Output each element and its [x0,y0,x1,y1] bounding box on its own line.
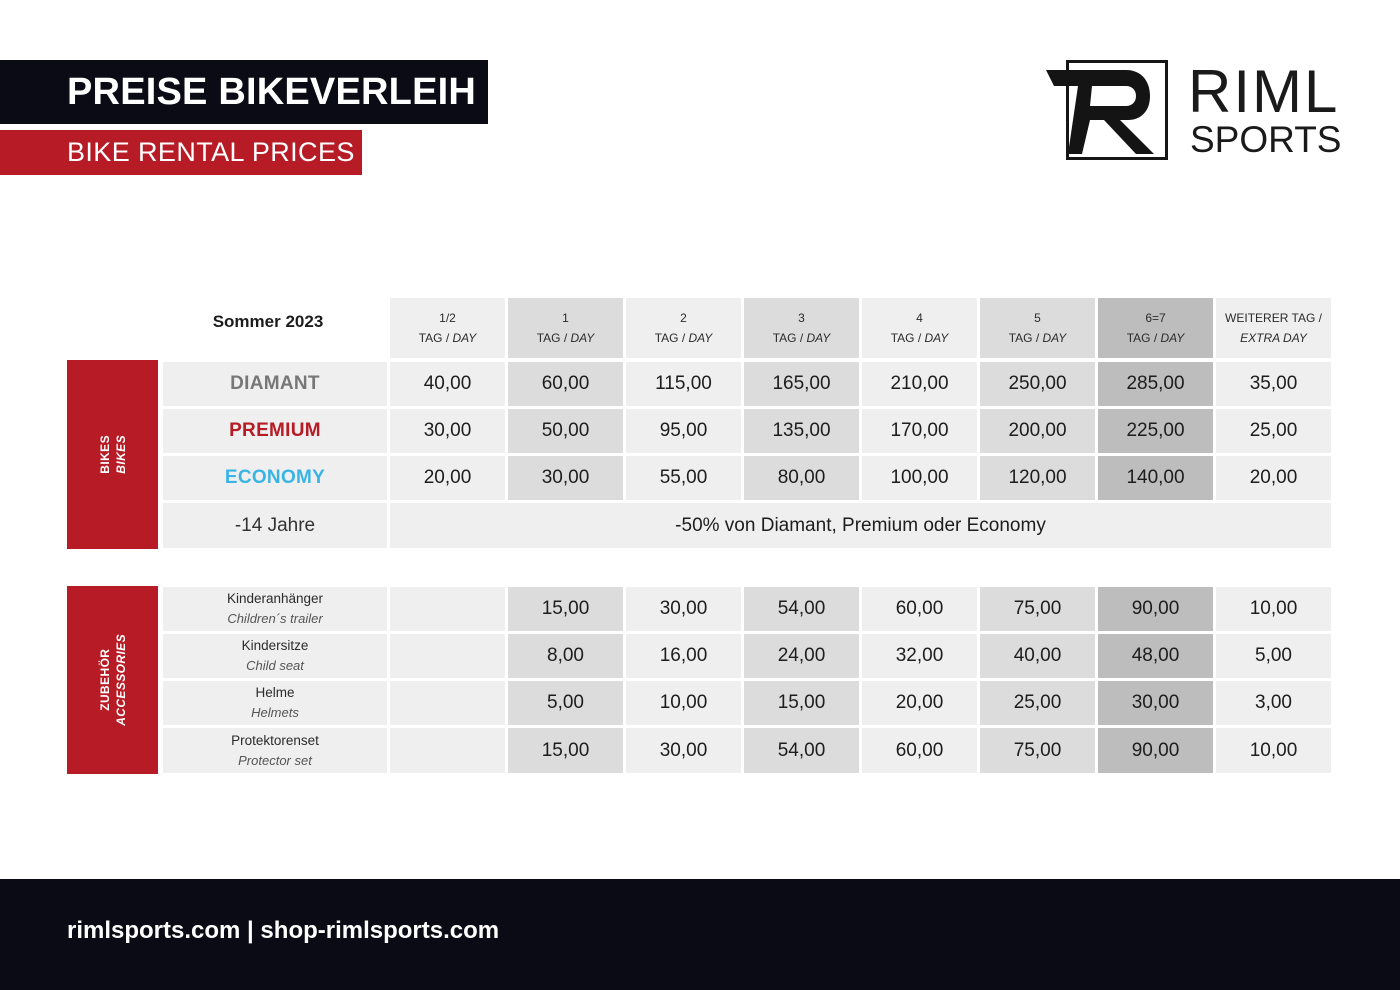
accessory-name-de: Kinderanhänger [226,591,324,606]
col-header-5-days [980,298,1095,358]
price-premium-3-days: 135,00 [744,409,859,453]
price-helmets-extra-day: 3,00 [1216,681,1331,725]
unit-en: DAY [688,331,713,345]
price-premium-half-day: 30,00 [390,409,505,453]
bike-name-cell [163,456,387,500]
price-helmets-5-days: 25,00 [980,681,1095,725]
col-header-unit [537,328,595,348]
bike-name-economy: ECONOMY [224,467,326,488]
price-economy-6-7-days: 140,00 [1098,456,1213,500]
unit-en: DAY [570,331,595,345]
unit-de: TAG / [1008,331,1040,345]
price-trailer-5-days: 75,00 [980,587,1095,631]
col-header-unit [419,328,477,348]
price-diamant-5-days: 250,00 [980,362,1095,406]
price-child-seat-1-day: 8,00 [508,634,623,678]
accessory-name-en: Children´s trailer [227,611,323,626]
bikes-section-label [67,360,158,549]
price-protector-5-days: 75,00 [980,728,1095,773]
price-economy-half-day: 20,00 [390,456,505,500]
price-premium-6-7-days: 225,00 [1098,409,1213,453]
logo-wordmark: RIML [1188,58,1340,125]
bikes-label-en: BIKES [113,435,128,474]
unit-en: DAY [806,331,831,345]
price-protector-2-days: 30,00 [626,728,741,773]
col-header-days: 4 [916,311,923,325]
accessory-name-de: Protektorenset [231,732,319,748]
price-diamant-6-7-days: 285,00 [1098,362,1213,406]
col-header-unit [1127,328,1185,348]
accessory-name-en: Child seat [246,658,304,673]
riml-r-logo-icon [1044,58,1170,164]
price-child-seat-5-days: 40,00 [980,634,1095,678]
accessories-section-label [67,586,158,774]
price-premium-2-days: 95,00 [626,409,741,453]
price-table-header [163,298,1331,358]
col-header-days: 1/2 [439,311,456,325]
price-child-seat-4-days: 32,00 [862,634,977,678]
season-label: Sommer 2023 [212,312,324,331]
subtitle-bar [0,130,362,175]
page-subtitle: BIKE RENTAL PRICES [67,137,355,167]
accessory-name-cell [163,587,387,631]
title-bar [0,60,488,124]
col-header-2-days [626,298,741,358]
logo-tagline: SPORTS [1190,119,1342,160]
accessories-label-en: ACCESSORIES [113,634,128,726]
unit-en: DAY [452,331,477,345]
unit-en: DAY [1160,331,1185,345]
accessory-name-de: Helme [255,685,295,700]
price-empty-cell [390,681,505,725]
col-header-half-day [390,298,505,358]
col-header-unit [1240,328,1307,348]
price-child-seat-3-days: 24,00 [744,634,859,678]
price-protector-4-days: 60,00 [862,728,977,773]
price-diamant-2-days: 115,00 [626,362,741,406]
price-economy-5-days: 120,00 [980,456,1095,500]
col-header-days: 3 [798,311,805,325]
col-header-unit [1009,328,1067,348]
accessories-label-de: ZUBEHÖR [97,648,112,712]
price-helmets-2-days: 10,00 [626,681,741,725]
price-diamant-1-day: 60,00 [508,362,623,406]
bike-name-diamant: DIAMANT [230,373,320,394]
bike-name-cell [163,409,387,453]
price-trailer-1-day: 15,00 [508,587,623,631]
price-economy-2-days: 55,00 [626,456,741,500]
accessory-name-en: Protector set [238,752,312,768]
price-helmets-1-day: 5,00 [508,681,623,725]
accessory-name-cell [163,728,387,773]
price-helmets-3-days: 15,00 [744,681,859,725]
col-header-days: 2 [680,311,687,325]
price-economy-4-days: 100,00 [862,456,977,500]
youth-age-label: -14 Jahre [234,514,316,536]
accessory-name-de: Kindersitze [241,638,309,653]
price-child-seat-6-7-days: 48,00 [1098,634,1213,678]
accessory-name-cell [163,634,387,678]
col-header-days: 1 [562,311,569,325]
col-header-extra-day [1216,298,1331,358]
col-header-3-days [744,298,859,358]
price-empty-cell [390,728,505,773]
price-diamant-3-days: 165,00 [744,362,859,406]
col-header-days: 6=7 [1145,311,1166,325]
youth-name-cell [163,503,387,548]
col-header-6-7-days [1098,298,1213,358]
price-economy-extra-day: 20,00 [1216,456,1331,500]
bike-price-rows [163,362,1331,548]
price-empty-cell [390,634,505,678]
price-diamant-extra-day: 35,00 [1216,362,1331,406]
col-header-unit [773,328,831,348]
bike-name-cell [163,362,387,406]
price-protector-extra-day: 10,00 [1216,728,1331,773]
col-header-unit [655,328,713,348]
price-trailer-6-7-days: 90,00 [1098,587,1213,631]
accessory-name-en: Helmets [251,705,299,720]
unit-en: DAY [1042,331,1067,345]
bikes-label-de: BIKES [97,435,112,474]
price-trailer-4-days: 60,00 [862,587,977,631]
col-header-unit [891,328,949,348]
price-trailer-extra-day: 10,00 [1216,587,1331,631]
unit-en: DAY [924,331,949,345]
price-helmets-4-days: 20,00 [862,681,977,725]
accessory-name-cell [163,681,387,725]
price-diamant-half-day: 40,00 [390,362,505,406]
price-empty-cell [390,587,505,631]
price-protector-6-7-days: 90,00 [1098,728,1213,773]
unit-en: EXTRA DAY [1240,331,1307,345]
price-economy-1-day: 30,00 [508,456,623,500]
unit-de: TAG / [1126,331,1158,345]
page-title: PREISE BIKEVERLEIH [67,71,477,113]
bike-name-premium: PREMIUM [229,420,321,441]
col-header-days: 5 [1034,311,1041,325]
unit-de: TAG / [536,331,568,345]
price-premium-5-days: 200,00 [980,409,1095,453]
unit-de: TAG / [890,331,922,345]
col-header-4-days [862,298,977,358]
price-child-seat-2-days: 16,00 [626,634,741,678]
footer-bar [0,879,1400,990]
youth-discount-note: -50% von Diamant, Premium oder Economy [390,503,1331,548]
unit-de: TAG / [654,331,686,345]
price-economy-3-days: 80,00 [744,456,859,500]
price-helmets-6-7-days: 30,00 [1098,681,1213,725]
col-header-days: WEITERER TAG / [1225,311,1322,325]
accessory-price-rows [163,587,1331,773]
price-trailer-3-days: 54,00 [744,587,859,631]
footer-website-links[interactable]: rimlsports.com | shop-rimlsports.com [67,917,500,944]
price-diamant-4-days: 210,00 [862,362,977,406]
price-premium-4-days: 170,00 [862,409,977,453]
price-protector-3-days: 54,00 [744,728,859,773]
unit-de: TAG / [418,331,450,345]
price-trailer-2-days: 30,00 [626,587,741,631]
price-protector-1-day: 15,00 [508,728,623,773]
col-header-1-day [508,298,623,358]
price-premium-1-day: 50,00 [508,409,623,453]
price-premium-extra-day: 25,00 [1216,409,1331,453]
price-child-seat-extra-day: 5,00 [1216,634,1331,678]
unit-de: TAG / [772,331,804,345]
